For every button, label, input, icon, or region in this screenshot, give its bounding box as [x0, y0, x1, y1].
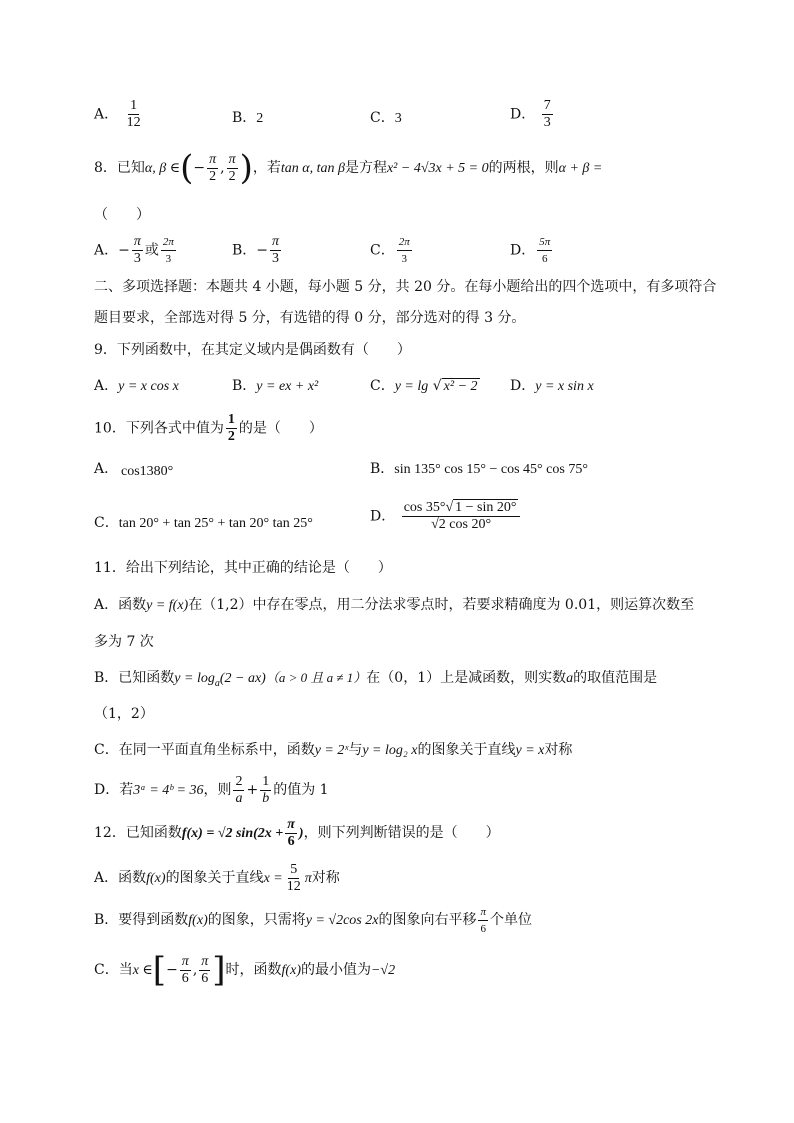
- fraction: [180, 954, 191, 987]
- text: ，若: [252, 160, 281, 176]
- numerator: π: [133, 234, 141, 249]
- text: 的图象关于直线: [417, 742, 516, 758]
- q11-option-b: [94, 668, 657, 694]
- option-label: C．: [370, 110, 395, 126]
- option-label: A．: [94, 461, 119, 477]
- option-label: B．: [232, 110, 257, 126]
- q7-option-c: [370, 107, 402, 127]
- math-x: x ∈: [132, 963, 153, 978]
- denominator: 3: [272, 251, 280, 266]
- fraction: [397, 234, 412, 267]
- math-pi: π: [304, 871, 312, 886]
- numerator: π: [272, 234, 280, 249]
- numerator: π: [209, 151, 217, 167]
- denominator: 6: [480, 922, 486, 935]
- q8-option-a: A．− $\frac{\pi}{3}$ 或 $\frac{2\pi}{3}$: [94, 234, 174, 266]
- fraction: [285, 862, 303, 895]
- math-value: −√2: [370, 963, 396, 978]
- fraction: [233, 774, 244, 807]
- option-math: y = x cos x: [118, 379, 179, 394]
- option-label: A．: [94, 242, 119, 259]
- text: 的图象，只需将: [207, 912, 306, 928]
- fraction: [207, 152, 218, 185]
- q11-option-b-line2: （1，2）: [94, 706, 154, 722]
- option-label: C．: [94, 515, 119, 531]
- denominator: 2: [227, 429, 235, 444]
- text: B．要得到函数: [94, 912, 189, 928]
- option-math: tan 20° + tan 25° + tan 20° tan 25°: [118, 516, 313, 531]
- denominator: b: [262, 790, 270, 806]
- fraction: [161, 234, 176, 267]
- denominator: 6: [287, 833, 295, 849]
- fraction: [285, 817, 297, 850]
- fraction: [260, 774, 271, 807]
- math-func: y = log: [174, 671, 215, 686]
- math-arg: (2 − ax): [219, 671, 266, 686]
- section2-line2: 题目要求，全部选对得 5 分，有选错的得 0 分，部分选对的得 3 分。: [94, 310, 526, 326]
- numerator: 7: [543, 98, 551, 113]
- text: 12．已知函数: [94, 825, 182, 841]
- q12-option-c: C．当x ∈[− $\frac{\pi}{6}$ , $\frac{\pi}{6}$ ]时，函数f(x)的最小值为−√2: [94, 950, 396, 990]
- close-paren: ): [298, 826, 304, 841]
- denominator: 6: [201, 970, 209, 986]
- condition: （a > 0 且 a ≠ 1）: [265, 670, 367, 685]
- option-label: B．: [370, 461, 395, 477]
- fraction: [402, 500, 521, 533]
- q8-option-c: [370, 234, 414, 267]
- q11-option-c: [94, 740, 572, 761]
- q11-option-d: [94, 772, 329, 809]
- q9-option-d: [510, 375, 594, 395]
- close-bracket: ]: [212, 950, 226, 990]
- text: A．函数: [94, 870, 147, 886]
- denominator: 3: [401, 253, 407, 265]
- denominator: 12: [286, 878, 301, 894]
- q8-option-d: [510, 234, 554, 267]
- numerator: π: [201, 953, 209, 969]
- text: 时，函数: [225, 962, 282, 978]
- q11-option-a: [94, 595, 694, 616]
- fraction: [132, 234, 143, 267]
- math-func: f(x) = √2 sin(2x +: [181, 826, 284, 841]
- q8-option-b: B．− $\frac{\pi}{3}$: [232, 234, 280, 266]
- q10-option-c: [94, 512, 313, 532]
- text: 的取值范围是: [573, 670, 658, 686]
- text: 与: [348, 742, 363, 758]
- denominator: 12: [126, 115, 141, 130]
- option-label: D．: [510, 106, 536, 123]
- q12-option-b: [94, 902, 532, 939]
- q11-stem: 11．给出下列结论，其中正确的结论是（ ）: [94, 560, 392, 576]
- q9-stem: 9．下列函数中，在其定义域内是偶函数有（ ）: [94, 342, 411, 358]
- math-func: f(x): [188, 913, 208, 928]
- q9-option-c: C．y = lg √ x² − 2: [370, 378, 478, 394]
- text: 的两根，则: [488, 160, 559, 176]
- math-func: f(x): [146, 871, 166, 886]
- q9-option-b: [232, 375, 318, 395]
- denominator: √2 cos 20°: [431, 517, 492, 532]
- section2-line1: 二、多项选择题：本题共 4 小题，每小题 5 分，共 20 分。在每小题给出的四个选项中，有多项符合: [94, 279, 717, 295]
- math-vars: α, β ∈: [144, 161, 181, 176]
- text: 对称: [544, 742, 573, 758]
- q7-option-b: [232, 107, 263, 127]
- q10-option-d: [370, 500, 522, 533]
- numerator: 1: [130, 98, 138, 113]
- option-label: C．: [370, 378, 395, 394]
- text: C．在同一平面直角坐标系中，函数: [94, 742, 315, 758]
- fraction: [227, 152, 238, 185]
- q8-answer-paren: （ ）: [94, 207, 150, 223]
- text: 的最小值为: [300, 962, 371, 978]
- fraction: [125, 98, 143, 131]
- text: ，则下列判断错误的是（ ）: [303, 825, 500, 841]
- math-ask: α + β =: [558, 161, 603, 176]
- text: 10．下列各式中值为: [94, 420, 224, 437]
- numerator: cos 35°√ 1 − sin 20°: [402, 500, 521, 517]
- math-eq: 3ᵃ = 4ᵇ = 36: [133, 783, 204, 798]
- fraction: [199, 954, 210, 987]
- text: 的值为 1: [273, 782, 329, 798]
- math-var: a: [566, 671, 574, 686]
- option-label: D．: [370, 508, 396, 525]
- radicand: x² − 2: [443, 379, 478, 394]
- denominator: 6: [181, 970, 189, 986]
- numerator: π: [478, 904, 488, 921]
- option-label: A．: [94, 378, 119, 394]
- math-func: y = log₂ x: [362, 743, 418, 758]
- denominator: a: [235, 790, 243, 806]
- denominator: 2: [228, 168, 236, 184]
- q12-stem: [94, 815, 500, 852]
- denominator: 3: [133, 251, 141, 266]
- numerator: 1: [227, 412, 235, 427]
- text: 在（0，1）上是减函数，则实数: [366, 670, 567, 686]
- denominator: 2: [209, 168, 217, 184]
- text: 的是（ ）: [238, 420, 323, 437]
- numerator: 2π: [161, 234, 176, 251]
- text: 对称: [311, 870, 340, 886]
- fraction: [270, 234, 281, 267]
- numerator: π: [181, 953, 189, 969]
- text: 在（1,2）中存在零点，用二分法求零点时，若要求精确度为 0.01，则运算次数至: [188, 597, 695, 613]
- equation: x² − 4√3x + 5 = 0: [386, 161, 489, 176]
- math-x: x =: [263, 871, 283, 886]
- numerator: 2: [235, 773, 243, 789]
- math-func: y = f(x): [146, 598, 189, 613]
- fraction: [537, 234, 552, 267]
- option-label: D．: [510, 378, 536, 394]
- option-math: y = x sin x: [535, 379, 594, 394]
- option-math: y = ex + x²: [256, 379, 319, 394]
- text: 个单位: [489, 912, 532, 928]
- option-math: y = lg: [394, 379, 429, 394]
- math-func: f(x): [281, 963, 301, 978]
- q10-option-b: [370, 458, 588, 478]
- numerator: 5π: [537, 234, 552, 251]
- radicand: 1 − sin 20°: [455, 500, 517, 515]
- question-number: 8．已知: [94, 160, 145, 176]
- close-paren: ): [239, 148, 253, 188]
- fraction: [542, 98, 553, 131]
- option-label: B．: [232, 378, 257, 394]
- q10-stem: [94, 412, 323, 445]
- option-label: C．: [370, 242, 395, 259]
- numerator: π: [287, 816, 295, 832]
- math-func: y = √2cos 2x: [305, 913, 379, 928]
- plus: +: [246, 782, 259, 798]
- text: 是方程: [344, 160, 387, 176]
- math-func: y = 2ˣ: [314, 743, 349, 758]
- text: D．若: [94, 782, 134, 798]
- denominator: 3: [165, 253, 172, 265]
- math-line: y = x: [515, 743, 545, 758]
- text: 的图象向右平移: [378, 912, 477, 928]
- q10-option-a-value: cos1380°: [121, 464, 174, 479]
- q8-stem: 8．已知α, β ∈(− $\frac{\pi}{2}$ , $\frac{\pi}{2}$ )，若tan α, tan β是方程x² − 4√3x + 5 = 0的两根，则α + β =: [94, 148, 603, 188]
- text: ，则: [203, 782, 232, 798]
- q9-option-a: [94, 375, 179, 395]
- text: 的图象关于直线: [165, 870, 264, 886]
- fraction-half: [226, 412, 237, 445]
- option-value: 2: [256, 111, 264, 126]
- open-paren: (: [180, 148, 194, 188]
- text: B．已知函数: [94, 670, 175, 686]
- math-tan: tan α, tan β: [280, 161, 345, 176]
- q7-option-a: [94, 98, 145, 131]
- text: C．当: [94, 962, 133, 978]
- option-math: sin 135° cos 15° − cos 45° cos 75°: [394, 462, 588, 477]
- option-label: D．: [510, 242, 536, 259]
- numerator: π: [228, 151, 236, 167]
- text: A．函数: [94, 597, 147, 613]
- option-value: 3: [394, 111, 402, 126]
- fraction: [478, 904, 488, 937]
- log-base: a: [214, 677, 220, 689]
- q11-option-a-line2: 多为 7 次: [94, 634, 154, 650]
- numerator-text: cos 35°: [403, 500, 446, 515]
- denominator: 6: [541, 253, 548, 265]
- open-bracket: [: [152, 950, 167, 990]
- q7-option-d: [510, 98, 555, 131]
- numerator: 5: [290, 861, 298, 877]
- option-label: B．: [232, 242, 257, 259]
- q10-option-a: [94, 458, 118, 478]
- denominator: 3: [543, 115, 551, 130]
- option-label: A．: [94, 106, 119, 123]
- numerator: 1: [262, 773, 270, 789]
- numerator: 2π: [397, 234, 412, 251]
- text-or: 或: [144, 242, 159, 259]
- q12-option-a: [94, 860, 340, 897]
